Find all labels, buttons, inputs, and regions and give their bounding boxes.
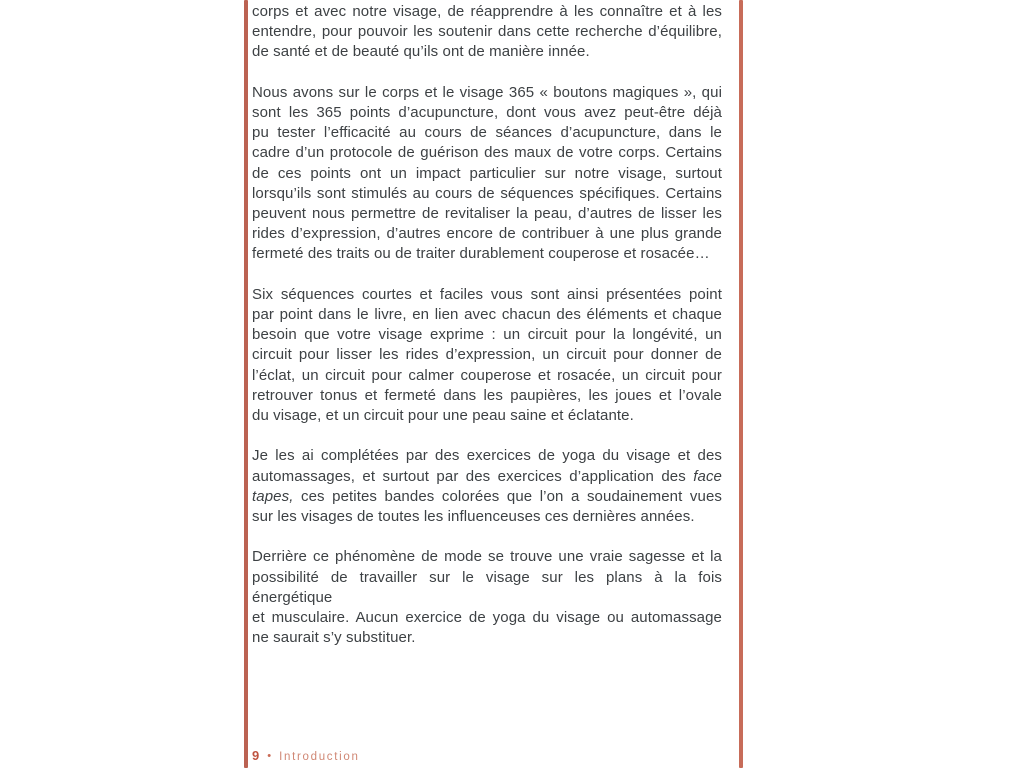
text-line: pu tester l’efficacité au cours de séances d’acupuncture, dans le bbox=[252, 124, 722, 142]
text-line: rides d’expression, d’autres encore de contribuer à une plus grande bbox=[252, 225, 722, 243]
text-line: fermeté des traits ou de traiter durablement couperose et rosacée… bbox=[252, 245, 710, 263]
text-line: tapes, ces petites bandes colorées que l’on a soudainement vues bbox=[252, 487, 722, 505]
text-line: peuvent nous permettre de revitaliser la peau, d’autres de lisser les bbox=[252, 205, 722, 223]
text-line: retrouver tonus et fermeté dans les paupières, les joues et l’ovale bbox=[252, 386, 722, 404]
text-line: de santé et de beauté qu’ils ont de manière innée. bbox=[252, 43, 590, 61]
footer-section-title: Introduction bbox=[279, 751, 360, 763]
paragraph bbox=[252, 83, 722, 265]
text-line: lorsqu’ils sont stimulés au cours de séquences spécifiques. Certains bbox=[252, 184, 722, 202]
paragraph bbox=[252, 547, 722, 648]
text-line: entendre, pour pouvoir les soutenir dans cette recherche d’équilibre, bbox=[252, 23, 722, 41]
paragraph bbox=[252, 285, 722, 426]
page-right-border-rule bbox=[739, 0, 743, 768]
text-line: corps et avec notre visage, de réapprendre à les connaître et à les bbox=[252, 3, 722, 20]
paragraph bbox=[252, 2, 722, 63]
text-line: du visage, et un circuit pour une peau saine et éclatante. bbox=[252, 407, 634, 425]
page-left-border-rule bbox=[244, 0, 248, 768]
text-line: Nous avons sur le corps et le visage 365 « boutons magiques », qui bbox=[252, 83, 722, 101]
text-line: par point dans le livre, en lien avec chacun des éléments et chaque bbox=[252, 306, 722, 324]
text-line: Six séquences courtes et faciles vous sont ainsi présentées point bbox=[252, 285, 722, 303]
text-line: automassages, et surtout par des exercices d’application des face bbox=[252, 467, 722, 485]
text-line: Je les ai complétées par des exercices de yoga du visage et des bbox=[252, 447, 722, 465]
page-number: 9 bbox=[252, 748, 260, 763]
text-line: de ces points ont un impact particulier sur notre visage, surtout bbox=[252, 164, 722, 182]
footer-bullet-separator: • bbox=[267, 750, 272, 762]
text-line: possibilité de travailler sur le visage sur les plans à la fois énergétique bbox=[252, 568, 722, 606]
text-line: Derrière ce phénomène de mode se trouve une vraie sagesse et la bbox=[252, 548, 722, 566]
text-line: circuit pour lisser les rides d’expression, un circuit pour donner de bbox=[252, 346, 722, 364]
text-line: cadre d’un protocole de guérison des maux de votre corps. Certains bbox=[252, 144, 722, 162]
body-text-column bbox=[252, 2, 722, 669]
text-line: besoin que votre visage exprime : un circuit pour la longévité, un bbox=[252, 326, 722, 344]
paragraph bbox=[252, 446, 722, 527]
text-line: sont les 365 points d’acupuncture, dont vous avez peut-être déjà bbox=[252, 104, 722, 121]
text-line: l’éclat, un circuit pour calmer couperose et rosacée, un circuit pour bbox=[252, 366, 722, 384]
text-line: et musculaire. Aucun exercice de yoga du visage ou automassage bbox=[252, 609, 722, 627]
text-line: sur les visages de toutes les influenceuses ces dernières années. bbox=[252, 508, 695, 526]
page-footer bbox=[252, 748, 360, 763]
text-line: ne saurait s’y substituer. bbox=[252, 629, 416, 647]
